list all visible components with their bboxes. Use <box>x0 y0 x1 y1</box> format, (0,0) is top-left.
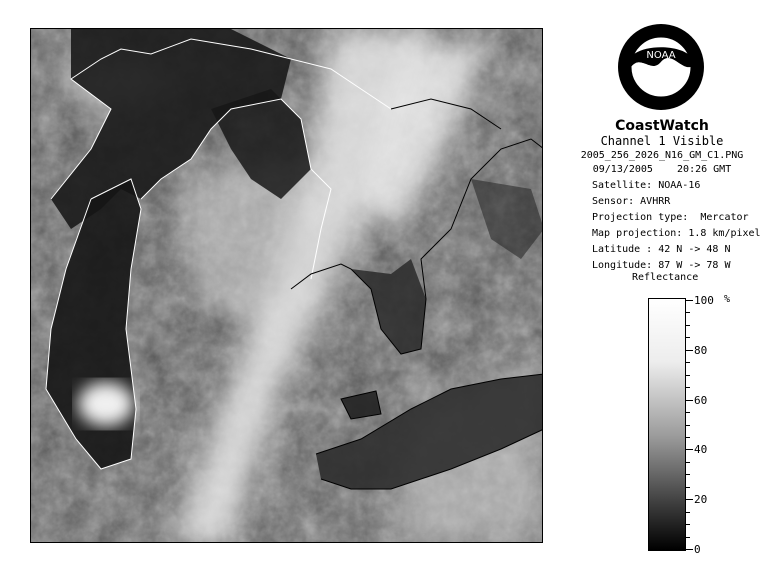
legend-major-tick <box>686 400 693 401</box>
legend-minor-tick <box>686 387 690 388</box>
brand-title: CoastWatch <box>615 118 709 134</box>
noaa-logo-icon <box>616 22 706 112</box>
datetime-label: 09/13/2005 20:26 GMT <box>592 164 732 175</box>
legend-tick-label-20: 20 <box>694 493 708 506</box>
legend-tick-label-100: 100 <box>694 294 714 307</box>
satellite-image-map[interactable] <box>30 28 543 543</box>
satellite-image <box>31 29 543 543</box>
legend-tick-label-0: 0 <box>694 543 701 556</box>
filename-label: 2005_256_2026_N16_GM_C1.PNG <box>580 150 744 161</box>
legend-major-tick <box>686 499 693 500</box>
legend-minor-tick <box>686 524 690 525</box>
legend-tick-label-60: 60 <box>694 394 708 407</box>
projection-type-label: Projection type: Mercator <box>592 212 749 223</box>
legend-minor-tick <box>686 362 690 363</box>
satellite-label: Satellite: NOAA-16 <box>592 180 701 191</box>
sensor-label: Sensor: AVHRR <box>592 196 671 207</box>
legend-minor-tick <box>686 537 690 538</box>
channel-label: Channel 1 Visible <box>600 134 724 148</box>
legend-unit: % <box>724 294 731 305</box>
legend-minor-tick <box>686 337 690 338</box>
lake-michigan-clouds <box>78 382 134 426</box>
logo-center-text: NOAA <box>646 50 676 61</box>
legend-minor-tick <box>686 487 690 488</box>
legend-major-tick <box>686 300 693 301</box>
legend-minor-tick <box>686 512 690 513</box>
legend-major-tick <box>686 350 693 351</box>
legend-minor-tick <box>686 412 690 413</box>
legend-minor-tick <box>686 425 690 426</box>
map-projection-label: Map projection: 1.8 km/pixel <box>592 228 761 239</box>
latitude-label: Latitude : 42 N -> 48 N <box>592 244 731 255</box>
legend-tick-label-40: 40 <box>694 443 708 456</box>
longitude-label: Longitude: 87 W -> 78 W <box>592 260 731 271</box>
legend-title: Reflectance <box>632 272 699 283</box>
legend-minor-tick <box>686 375 690 376</box>
legend-minor-tick <box>686 437 690 438</box>
legend-minor-tick <box>686 474 690 475</box>
legend-minor-tick <box>686 462 690 463</box>
legend-major-tick <box>686 549 693 550</box>
legend-major-tick <box>686 449 693 450</box>
info-panel <box>560 22 782 562</box>
reflectance-color-bar <box>648 298 686 551</box>
legend-minor-tick <box>686 312 690 313</box>
legend-minor-tick <box>686 325 690 326</box>
legend-tick-label-80: 80 <box>694 344 708 357</box>
